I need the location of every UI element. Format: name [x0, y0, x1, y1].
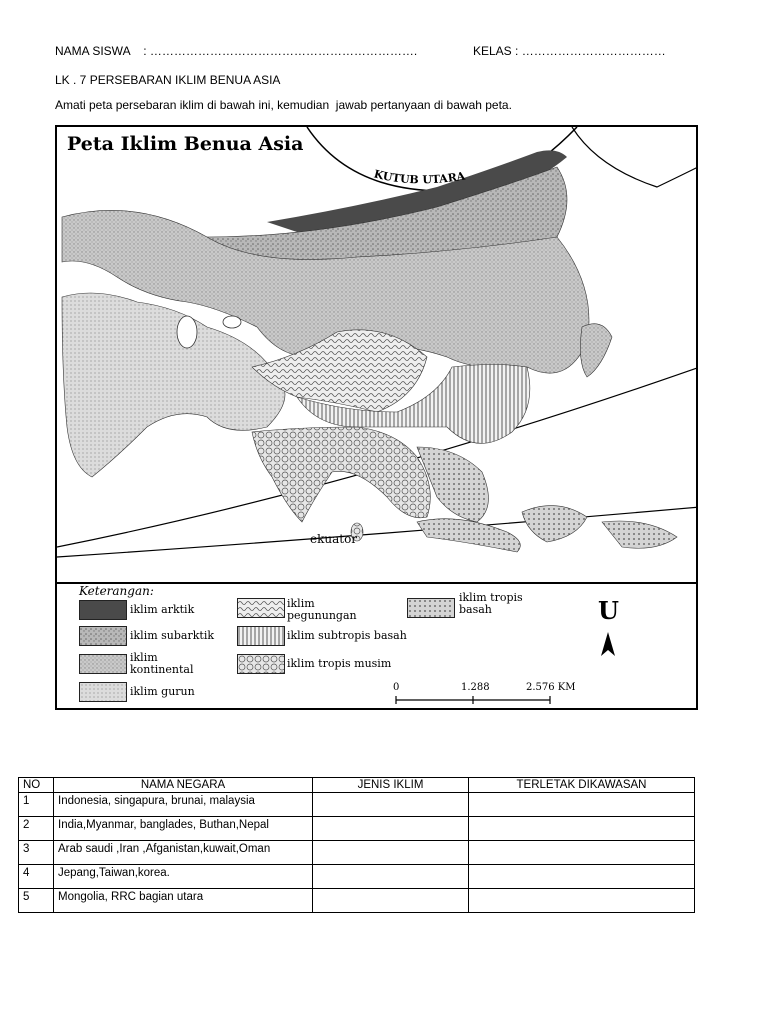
cell-negara: Jepang,Taiwan,korea.: [54, 865, 313, 889]
col-header-negara: NAMA NEGARA: [54, 778, 313, 793]
col-header-no: NO: [19, 778, 54, 793]
cell-no: 5: [19, 889, 54, 913]
cell-jenis-iklim[interactable]: [313, 865, 469, 889]
table-row: [19, 889, 695, 913]
col-header-kawasan: TERLETAK DIKAWASAN: [469, 778, 695, 793]
question-table: [18, 777, 695, 913]
cell-jenis-iklim[interactable]: [313, 817, 469, 841]
legend-label-tropis-musim: iklim tropis musim: [287, 657, 392, 670]
map-legend: [57, 582, 696, 710]
legend-swatch-subarktik: [79, 626, 127, 646]
cell-jenis-iklim[interactable]: [313, 889, 469, 913]
north-label: U: [598, 596, 619, 625]
cell-kawasan[interactable]: [469, 793, 695, 817]
table-row: [19, 793, 695, 817]
cell-negara: Indonesia, singapura, brunai, malaysia: [54, 793, 313, 817]
table-header-row: [19, 778, 695, 793]
cell-kawasan[interactable]: [469, 889, 695, 913]
cell-negara: India,Myanmar, banglades, Buthan,Nepal: [54, 817, 313, 841]
legend-swatch-kontinental: [79, 654, 127, 674]
legend-label-pegunungan: iklim pegunungan: [287, 597, 357, 622]
north-arrow-icon: [593, 630, 623, 660]
cell-kawasan[interactable]: [469, 865, 695, 889]
legend-label-kontinental: iklim kontinental: [130, 651, 194, 676]
cell-jenis-iklim[interactable]: [313, 841, 469, 865]
cell-no: 2: [19, 817, 54, 841]
cell-no: 3: [19, 841, 54, 865]
scale-bar: [393, 694, 553, 706]
scale-label-1: 1.288: [461, 682, 490, 693]
legend-swatch-pegunungan: [237, 598, 285, 618]
legend-label-gurun: iklim gurun: [130, 685, 195, 698]
arctic-circle-arc-label: KUTUB UTARA: [372, 167, 467, 187]
cell-negara: Mongolia, RRC bagian utara: [54, 889, 313, 913]
table-row: [19, 841, 695, 865]
cell-kawasan[interactable]: [469, 817, 695, 841]
cell-no: 4: [19, 865, 54, 889]
equator-label: ekuator: [310, 532, 358, 546]
cell-kawasan[interactable]: [469, 841, 695, 865]
legend-swatch-arktik: [79, 600, 127, 620]
scale-label-0: 0: [393, 682, 400, 693]
col-header-jenis-iklim: JENIS IKLIM: [313, 778, 469, 793]
legend-swatch-tropis-basah: [407, 598, 455, 618]
legend-swatch-subtropis: [237, 626, 285, 646]
table-row: [19, 817, 695, 841]
legend-label-subtropis: iklim subtropis basah: [287, 629, 407, 642]
legend-label-tropis-basah: iklim tropis basah: [459, 591, 523, 616]
map-title: Peta Iklim Benua Asia: [67, 133, 304, 155]
scale-label-2: 2.576 KM: [526, 682, 576, 693]
cell-negara: Arab saudi ,Iran ,Afganistan,kuwait,Oman: [54, 841, 313, 865]
legend-label-arktik: iklim arktik: [130, 603, 195, 616]
legend-swatch-tropis-musim: [237, 654, 285, 674]
cell-jenis-iklim[interactable]: [313, 793, 469, 817]
worksheet-title: LK . 7 PERSEBARAN IKLIM BENUA ASIA: [55, 73, 281, 87]
class-line: KELAS : ………………………………: [473, 44, 666, 58]
legend-label-subarktik: iklim subarktik: [130, 629, 215, 642]
table-row: [19, 865, 695, 889]
student-name-line: NAMA SISWA : ………………………………………………………….: [55, 44, 418, 58]
instruction-text: Amati peta persebaran iklim di bawah ini, kemudian jawab pertanyaan di bawah peta.: [55, 98, 512, 112]
legend-swatch-gurun: [79, 682, 127, 702]
legend-title: Keterangan:: [79, 584, 154, 598]
asia-climate-map: [55, 125, 698, 710]
cell-no: 1: [19, 793, 54, 817]
